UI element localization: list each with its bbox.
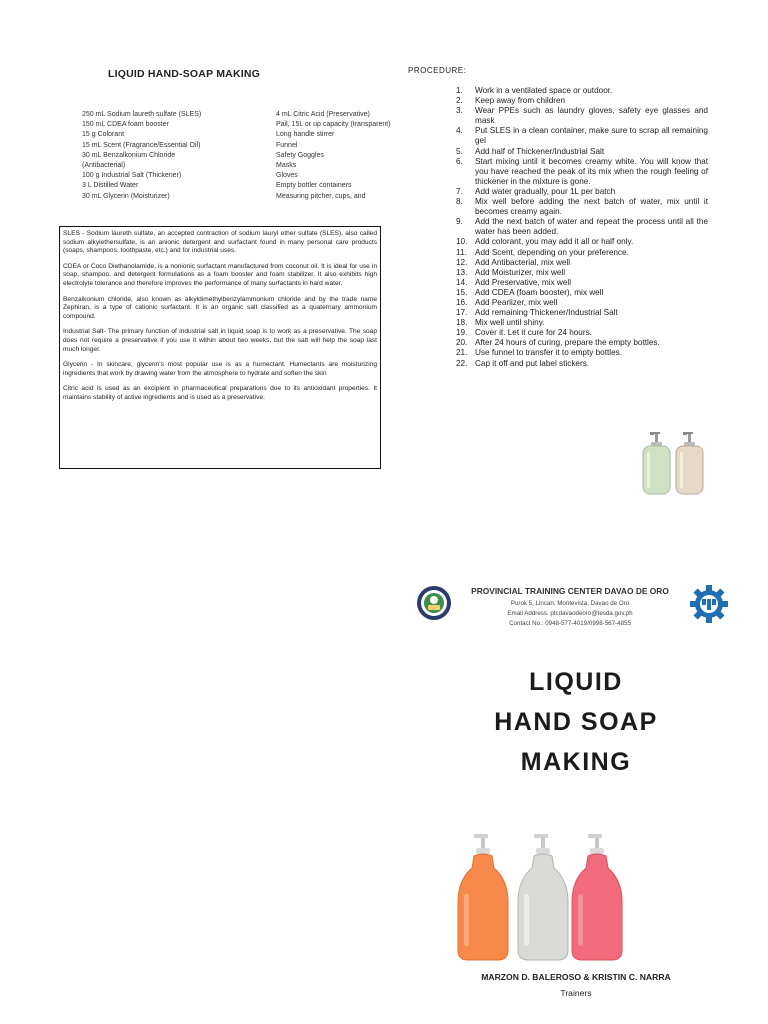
material-item: Empty bottler containers — [276, 182, 352, 190]
clear-soap-bottle — [518, 834, 568, 960]
material-item: 30 mL Benzalkonium Chloride — [82, 151, 176, 159]
left-title: LIQUID HAND-SOAP MAKING — [108, 68, 260, 80]
procedure-step: 5. Add half of Thickener/Industrial Salt — [456, 146, 605, 156]
material-item: 150 mL CDEA foam booster — [82, 121, 169, 129]
material-item: Measuring pitcher, cups, and — [276, 192, 366, 200]
pink-soap-bottle — [572, 834, 622, 960]
procedure-step: 9. Add the next batch of water and repeat the process until all the water has been added. — [456, 217, 708, 237]
authors: MARZON D. BALEROSO & KRISTIN C. NARRA — [481, 972, 671, 982]
procedure-step: 4. Put SLES in a clean container, make sure to scrap all remaining gel — [456, 126, 708, 146]
info-paragraph-glycerin: Glycerin - In skincare, glycerin's most popular use is as a humectant. Humectants are moisturizing ingredients that work by drawing water from the atmosphere to hydrate and soften the skin — [63, 361, 377, 377]
material-item: Masks — [276, 162, 297, 170]
procedure-step: 17. Add remaining Thickener/Industrial Salt — [456, 308, 618, 318]
pump-bottles-illustration — [636, 430, 706, 496]
org-address: Purok 5, Lincan, Montevista, Davao de Oro — [510, 600, 630, 607]
material-item: Safety Goggles — [276, 151, 324, 159]
orange-soap-bottle — [458, 834, 508, 960]
info-paragraph-benzalkonium: Benzalkonium chloride, also known as alkyldimethylbenzylammonium chloride and by the trade name Zephiran, is a type of cationic surfactant. It is an organic salt classified as a quaternary ammonium compound. — [63, 295, 377, 320]
info-paragraph-sles: SLES - Sodium laureth sulfate, an accepted contraction of sodium lauryl ether sulfate (SLES), also called sodium alkylethersulfate, is an anionic detergent and surfactant found in many personal care products (soaps, shampoos, toothpaste, etc.) and for industrial uses. — [63, 230, 377, 255]
procedure-step: 13. Add Moisturizer, mix well — [456, 267, 566, 277]
procedure-step: 22. Cap it off and put label stickers. — [456, 358, 590, 368]
material-item: Gloves — [276, 172, 298, 180]
procedure-step: 14. Add Preservative, mix well — [456, 277, 572, 287]
procedure-step: 1. Work in a ventilated space or outdoor. — [456, 86, 613, 95]
procedure-steps — [456, 86, 708, 369]
org-email: Email Address: ptcdavaodeoro@tesda.gov.ph — [507, 610, 633, 617]
green-pump-bottle — [643, 432, 670, 494]
procedure-step: 7. Add water gradually, pour 1L per batch — [456, 186, 616, 196]
procedure-step: 2. Keep away from children — [456, 96, 566, 106]
info-paragraph-salt: Industrial Salt- The primary function of industrial salt in liquid soap is to work as a preservative. The soap does not require a preservative if you use it within about two weeks, but the salt will help the soap last much longer. — [63, 328, 377, 353]
trainers-label: Trainers — [560, 988, 592, 998]
procedure-label: PROCEDURE: — [408, 66, 467, 75]
procedure-step: 3. Wear PPEs such as laundry gloves, safety eye glasses and mask — [456, 106, 708, 126]
procedure-step: 19. Cover it. Let it cure for 24 hours. — [456, 328, 592, 338]
procedure-step: 10. Add colorant, you may add it all or half only. — [456, 237, 634, 247]
procedure-step: 16. Add Pearlizer, mix well — [456, 297, 558, 307]
material-item: Pail, 15L or up capacity (transparent) — [276, 121, 391, 129]
procedure-step: 6. Start mixing until it becomes creamy white. You will know that you have reached the peak of its mix when the rough feeling of thickener in the mixture is gone. — [456, 156, 708, 186]
procedure-step: 21. Use funnel to transfer it to empty bottles. — [456, 348, 622, 358]
material-item: 15 mL Scent (Fragrance/Essential Oil) — [82, 141, 201, 149]
org-name: PROVINCIAL TRAINING CENTER DAVAO DE ORO — [471, 586, 669, 596]
material-item: (Antibacterial) — [82, 162, 126, 170]
procedure-step: 11. Add Scent, depending on your preference. — [456, 247, 629, 257]
procedure-step: 12. Add Antibacterial, mix well — [456, 257, 571, 267]
material-item: 3 L Distilled Water — [82, 182, 139, 190]
procedure-step: 8. Mix well before adding the next batch of water, mix until it becomes creamy again. — [456, 197, 708, 217]
materials-list-right — [276, 110, 391, 202]
material-item: 30 mL Glycerin (Moisturizer) — [82, 192, 170, 200]
tesda-gear-logo-icon — [690, 585, 728, 623]
procedure-step: 18. Mix well until shiny. — [456, 318, 545, 328]
org-header — [410, 580, 730, 638]
org-contact: Contact No.: 0948-577-4019/0998-567-4855 — [509, 620, 631, 627]
material-item: 100 g Industrial Salt (Thickener) — [82, 172, 182, 180]
info-paragraph-cdea: CDEA or Coco Diethanolamide, is a nonionic surfactant manufactured from coconut oil. It is ideal for use in soap, shampoo, and detergent formulations as a foam booster and foam stabilizer. It also exhibits high electrolyte tolerance and therefore improves the performance of many surfactants in hard water. — [63, 262, 377, 287]
soap-bottles-illustration — [450, 832, 630, 964]
cover-title-line: LIQUID — [529, 668, 623, 696]
cover-title-line: HAND SOAP — [494, 708, 658, 736]
materials-list-left — [82, 110, 262, 202]
beige-pump-bottle — [676, 432, 703, 494]
material-item: 4 mL Citric Acid (Preservative) — [276, 111, 370, 118]
ingredient-info-box — [59, 226, 381, 469]
material-item: 250 mL Sodium laureth sulfate (SLES) — [82, 111, 202, 118]
procedure-step: 20. After 24 hours of curing, prepare the empty bottles. — [456, 338, 660, 348]
info-paragraph-citric-acid: Citric acid is used as an excipient in pharmaceutical preparations due to its antioxidant properties. It maintains stability of active ingredients and is used as a preservative. — [63, 385, 377, 401]
material-item: Funnel — [276, 141, 298, 149]
procedure-step: 15. Add CDEA (foam booster), mix well — [456, 287, 604, 297]
cover-title-line: MAKING — [520, 748, 632, 776]
material-item: Long handle stirrer — [276, 131, 335, 139]
material-item: 15 g Colorant — [82, 131, 125, 139]
